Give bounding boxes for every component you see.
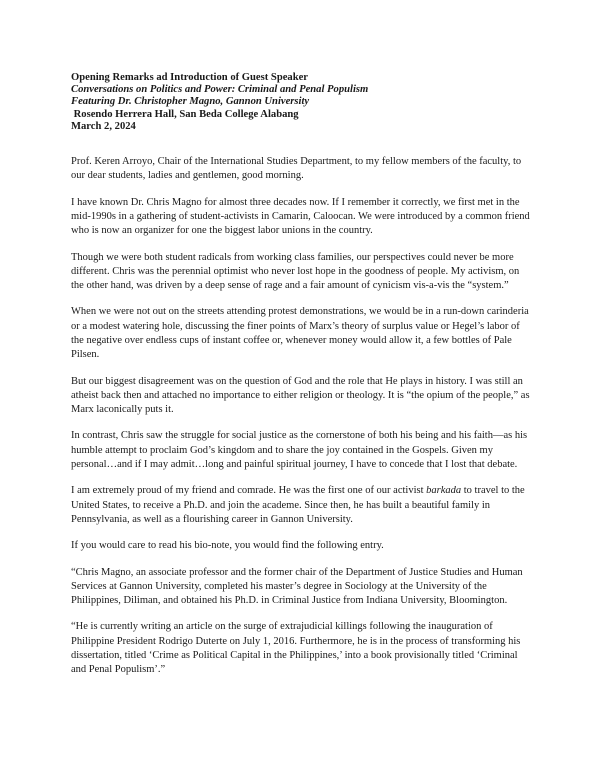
document-header — [71, 72, 530, 133]
paragraph-discussions: When we were not out on the streets attending protest demonstrations, we would be in a run-down carinderia or a modest watering hole, discussing the finer points of Marx’s theory of surplus value or Hegel’s labor of the negative over endless cups of instant coffee or, whenever money would allow it, a few bottles of Pale Pilsen. — [71, 306, 529, 361]
document-title: Opening Remarks ad Introduction of Guest Speaker — [71, 72, 309, 83]
paragraph-disagreement: But our biggest disagreement was on the question of God and the role that He plays in history. I was still an atheist back then and attached no importance to either religion or theology. It is “the opium of the people,” as Marx laconically puts it. — [71, 375, 530, 416]
paragraph-bio-research: “He is currently writing an article on the surge of extrajudicial killings following the inauguration of Philippine President Rodrigo Duterte on July 1, 2016. Furthermore, he is in the process of transforming his dissertation, titled ‘Crime as Political Capital in the Philippines,’ into a book provisionally titled ‘Criminal and Penal Populism’.” — [71, 621, 521, 676]
featured-speaker: Featuring Dr. Christopher Magno, Gannon University — [71, 96, 310, 108]
event-title: Conversations on Politics and Power: Criminal and Penal Populism — [71, 84, 369, 96]
paragraph-social-justice: In contrast, Chris saw the struggle for social justice as the cornerstone of both his being and his faith—as his humble attempt to proclaim God’s kingdom and to share the joy contained in the Gospels. Given my personal…and if I may admit…long and painful spiritual journey, I have to concede that I lost that debate. — [71, 430, 528, 471]
document-body — [71, 155, 530, 678]
paragraph-first-meeting: I have known Dr. Chris Magno for almost three decades now. If I remember it correctly, we first met in the mid-1990s in a gathering of student-activists in Camarin, Caloocan. We were introduced by a common friend who is now an organizer for one the biggest labor unions in the country. — [71, 196, 530, 237]
paragraph-bio-education: “Chris Magno, an associate professor and the former chair of the Department of Justice Studies and Human Services at Gannon University, completed his master’s degree in Sociology at the University of the Philippines, Diliman, and obtained his Ph.D. in Criminal Justice from Indiana University, Bloomington. — [71, 566, 523, 607]
barkada-term: barkada — [426, 485, 462, 497]
event-date: March 2, 2024 — [71, 120, 136, 132]
paragraph-pride-end: to travel to the United States, to receive a Ph.D. and join the academe. Since then, he has built a beautiful family in Pennsylvania, as well as a flourishing career in Gannon University. — [71, 485, 525, 525]
paragraph-bio-intro: If you would care to read his bio-note, you would find the following entry. — [71, 540, 384, 552]
paragraph-pride — [71, 484, 530, 527]
paragraph-perspectives: Though we were both student radicals from working class families, our perspectives could never be more different. Chris was the perennial optimist who never lost hope in the goodness of people. My activism, on the other hand, was driven by a deep sense of rage and a fair amount of cynicism vis-a-vis the “system.” — [71, 251, 520, 292]
venue: Rosendo Herrera Hall, San Beda College Alabang — [71, 108, 299, 120]
paragraph-pride-start: I am extremely proud of my friend and comrade. He was the first one of our activist — [71, 485, 427, 497]
paragraph-greeting: Prof. Keren Arroyo, Chair of the International Studies Department, to my fellow members of the faculty, to our dear students, ladies and gentlemen, good morning. — [71, 156, 522, 182]
